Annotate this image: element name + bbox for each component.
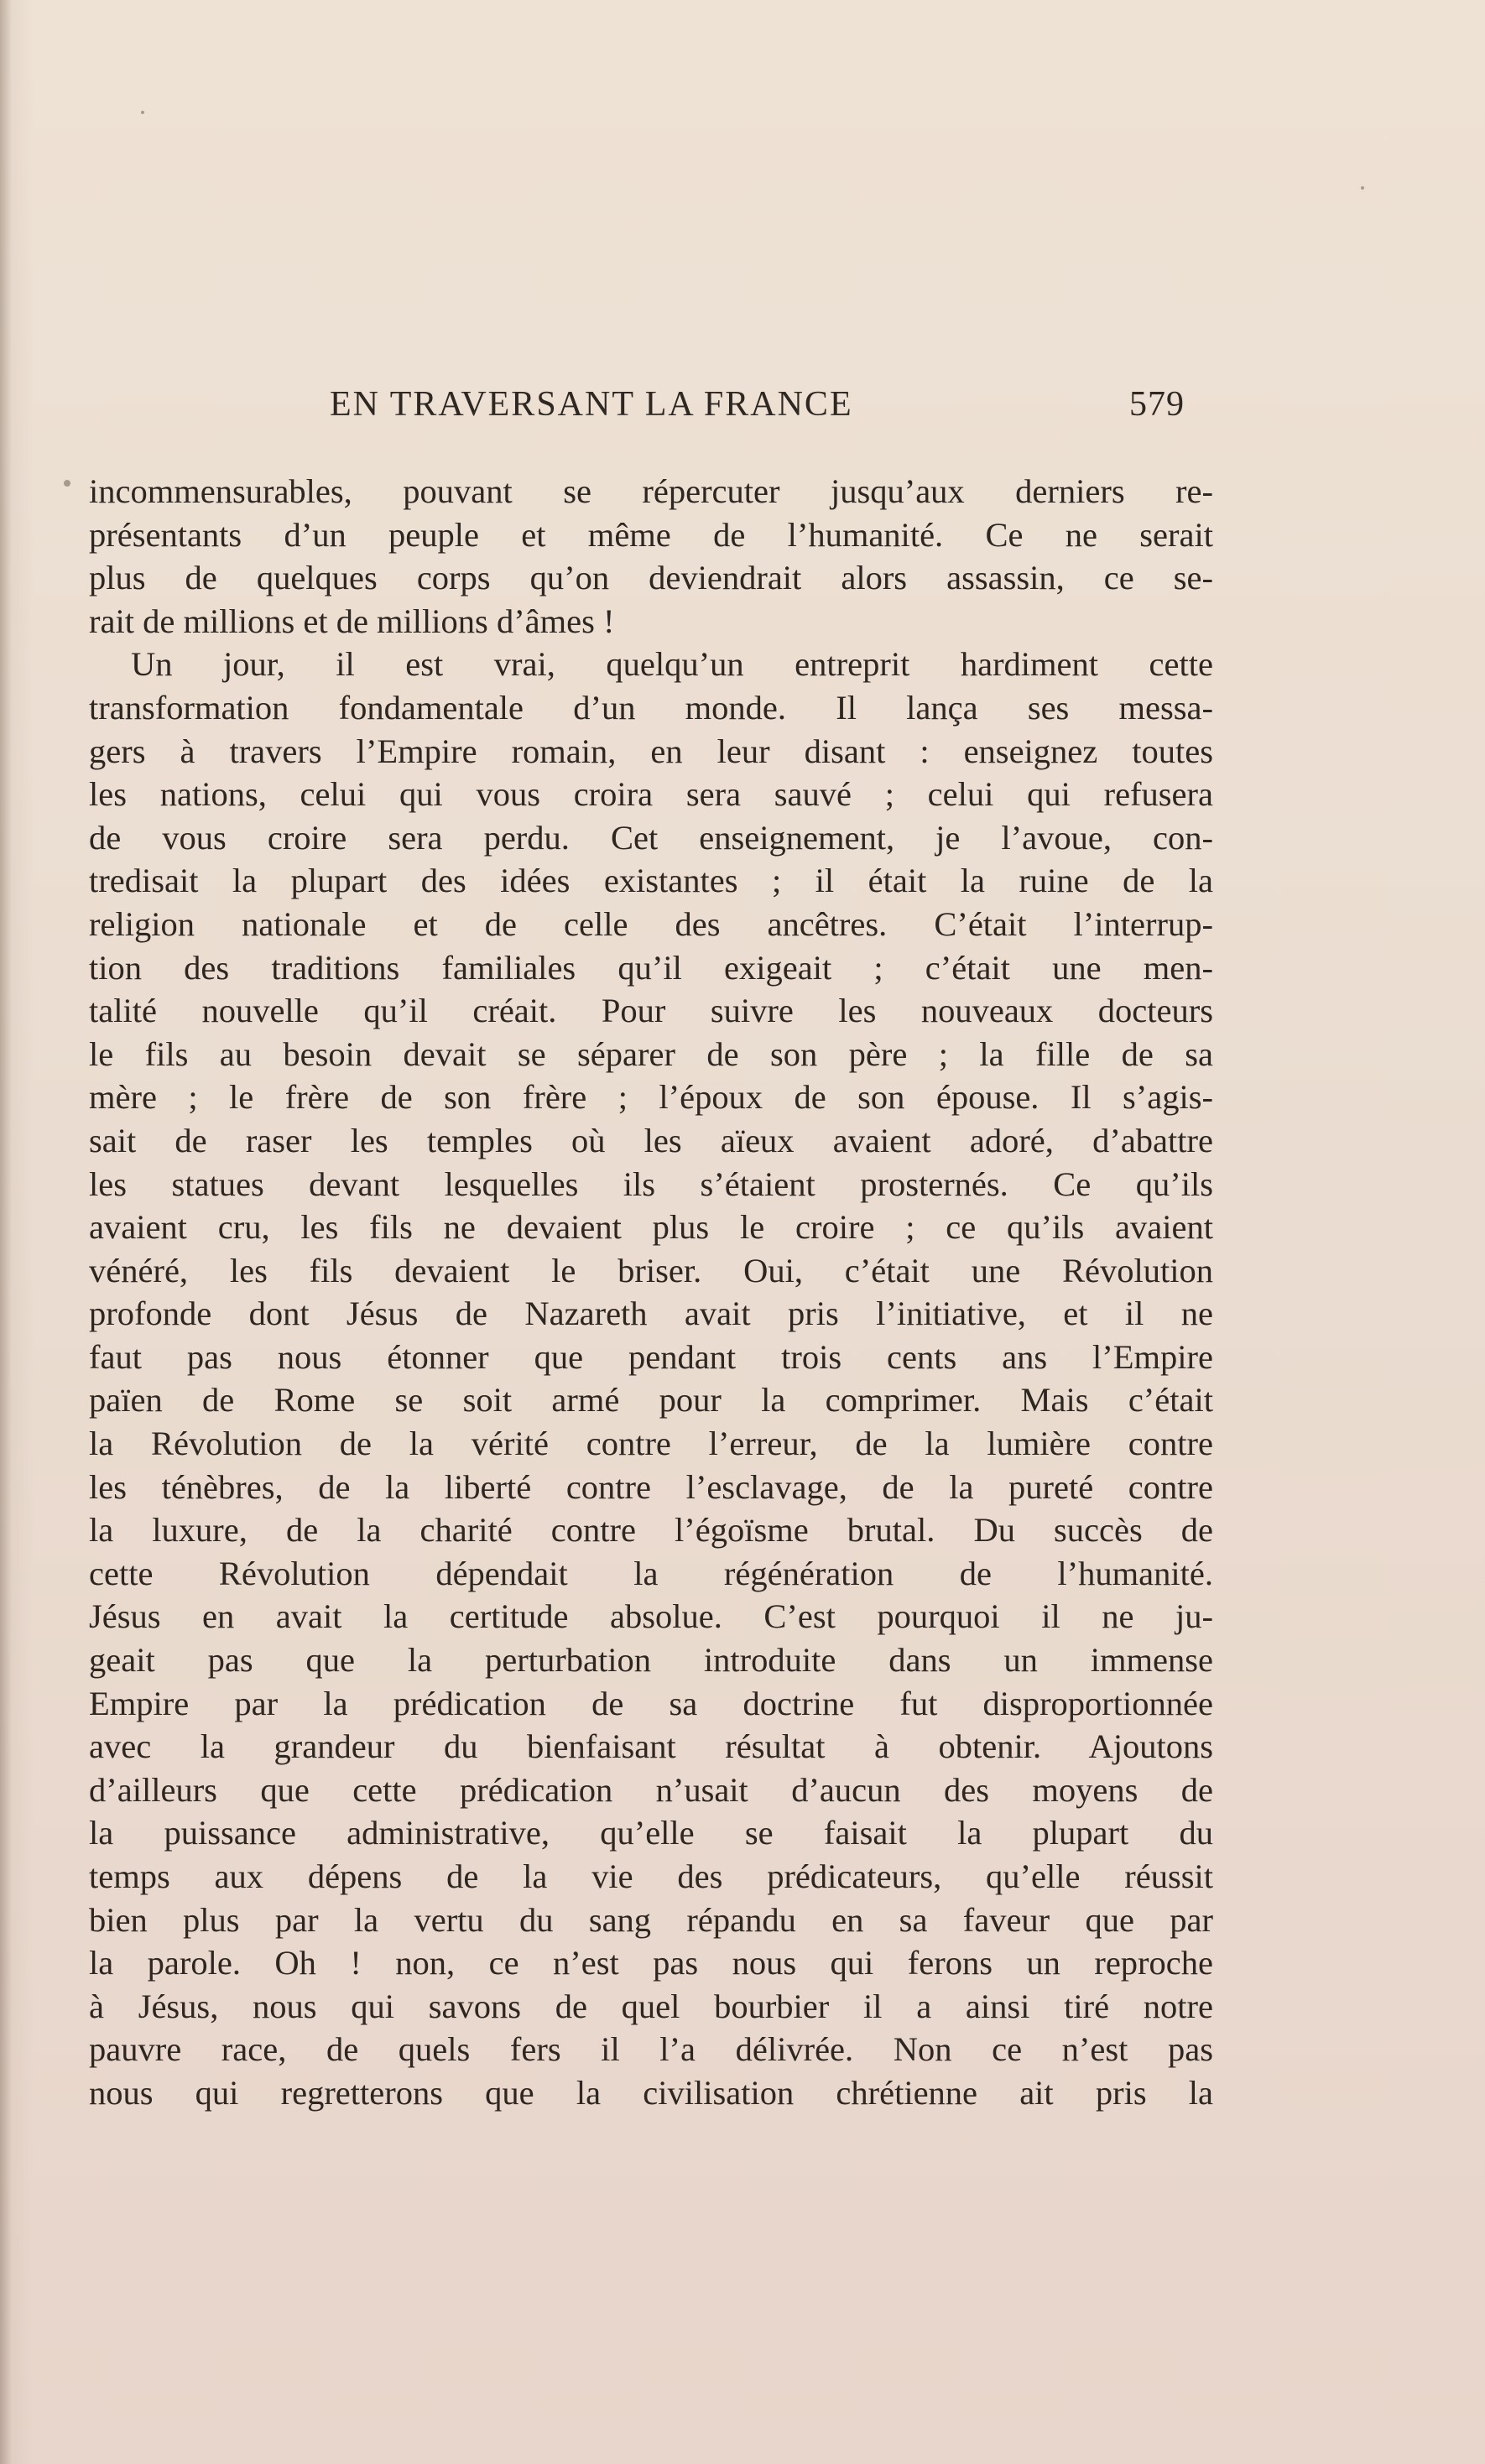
paper-speck <box>141 111 144 114</box>
paper-speck <box>1361 186 1364 190</box>
text-line: mère ; le frère de son frère ; l’époux de son épouse. Il s’agis- <box>89 1078 1213 1117</box>
text-line: faut pas nous étonner que pendant trois cents ans l’Empire <box>89 1337 1213 1376</box>
text-line: avaient cru, les fils ne devaient plus le croire ; ce qu’ils avaient <box>89 1208 1213 1247</box>
text-line: à Jésus, nous qui savons de quel bourbier il a ainsi tiré notre <box>89 1987 1213 2025</box>
text-line: Jésus en avait la certitude absolue. C’est pourquoi il ne ju- <box>89 1597 1213 1636</box>
text-line: Un jour, il est vrai, quelqu’un entreprit hardiment cette <box>131 645 1213 684</box>
page-number: 579 <box>1129 385 1185 424</box>
text-line: les statues devant lesquelles ils s’étaient prosternés. Ce qu’ils <box>89 1164 1213 1203</box>
text-line: geait pas que la perturbation introduite dans un immense <box>89 1641 1213 1680</box>
text-line: de vous croire sera perdu. Cet enseignement, je l’avoue, con- <box>89 818 1213 857</box>
text-line: talité nouvelle qu’il créait. Pour suivre les nouveaux docteurs <box>89 992 1213 1030</box>
running-title: EN TRAVERSANT LA FRANCE <box>330 385 853 424</box>
text-line: avec la grandeur du bienfaisant résultat à obtenir. Ajoutons <box>89 1727 1213 1766</box>
text-line: rait de millions et de millions d’âmes ! <box>89 602 615 640</box>
text-line: d’ailleurs que cette prédication n’usait d’aucun des moyens de <box>89 1770 1213 1809</box>
page-header <box>0 384 1485 435</box>
text-line: bien plus par la vertu du sang répandu en sa faveur que par <box>89 1900 1213 1939</box>
text-line: la Révolution de la vérité contre l’erreur, de la lumière contre <box>89 1425 1213 1463</box>
text-line: Empire par la prédication de sa doctrine fut disproportionnée <box>89 1684 1213 1722</box>
body-text <box>89 470 1213 2115</box>
text-line: religion nationale et de celle des ancêtres. C’était l’interrup- <box>89 904 1213 943</box>
text-line: vénéré, les fils devaient le briser. Oui, c’était une Révolution <box>89 1251 1213 1289</box>
text-line: païen de Rome se soit armé pour la comprimer. Mais c’était <box>89 1381 1213 1420</box>
text-line: plus de quelques corps qu’on deviendrait alors assassin, ce se- <box>89 559 1213 597</box>
text-line: les ténèbres, de la liberté contre l’esclavage, de la pureté contre <box>89 1467 1213 1506</box>
text-line: incommensurables, pouvant se répercuter jusqu’aux derniers re- <box>89 472 1213 510</box>
text-line: la puissance administrative, qu’elle se faisait la plupart du <box>89 1814 1213 1852</box>
text-line: profonde dont Jésus de Nazareth avait pris l’initiative, et il ne <box>89 1295 1213 1333</box>
text-line: pauvre race, de quels fers il l’a délivrée. Non ce n’est pas <box>89 2030 1213 2069</box>
text-line: la luxure, de la charité contre l’égoïsme brutal. Du succès de <box>89 1511 1213 1550</box>
text-line: sait de raser les temples où les aïeux avaient adoré, d’abattre <box>89 1121 1213 1159</box>
text-line: cette Révolution dépendait la régénération de l’humanité. <box>89 1554 1213 1592</box>
text-line: gers à travers l’Empire romain, en leur disant : enseignez toutes <box>89 732 1213 770</box>
text-line: nous qui regretterons que la civilisation chrétienne ait pris la <box>89 2073 1213 2112</box>
text-line: présentants d’un peuple et même de l’humanité. Ce ne serait <box>89 515 1213 554</box>
paper-speck <box>64 480 70 487</box>
text-line: le fils au besoin devait se séparer de son père ; la fille de sa <box>89 1034 1213 1073</box>
text-line: tredisait la plupart des idées existantes ; il était la ruine de la <box>89 862 1213 900</box>
text-line: les nations, celui qui vous croira sera sauvé ; celui qui refusera <box>89 775 1213 814</box>
text-line: tion des traditions familiales qu’il exigeait ; c’était une men- <box>89 948 1213 987</box>
page-edge-shadow <box>0 0 12 2464</box>
text-line: temps aux dépens de la vie des prédicateurs, qu’elle réussit <box>89 1857 1213 1895</box>
text-line: la parole. Oh ! non, ce n’est pas nous qui ferons un reproche <box>89 1944 1213 1982</box>
text-line: transformation fondamentale d’un monde. Il lança ses messa- <box>89 688 1213 727</box>
